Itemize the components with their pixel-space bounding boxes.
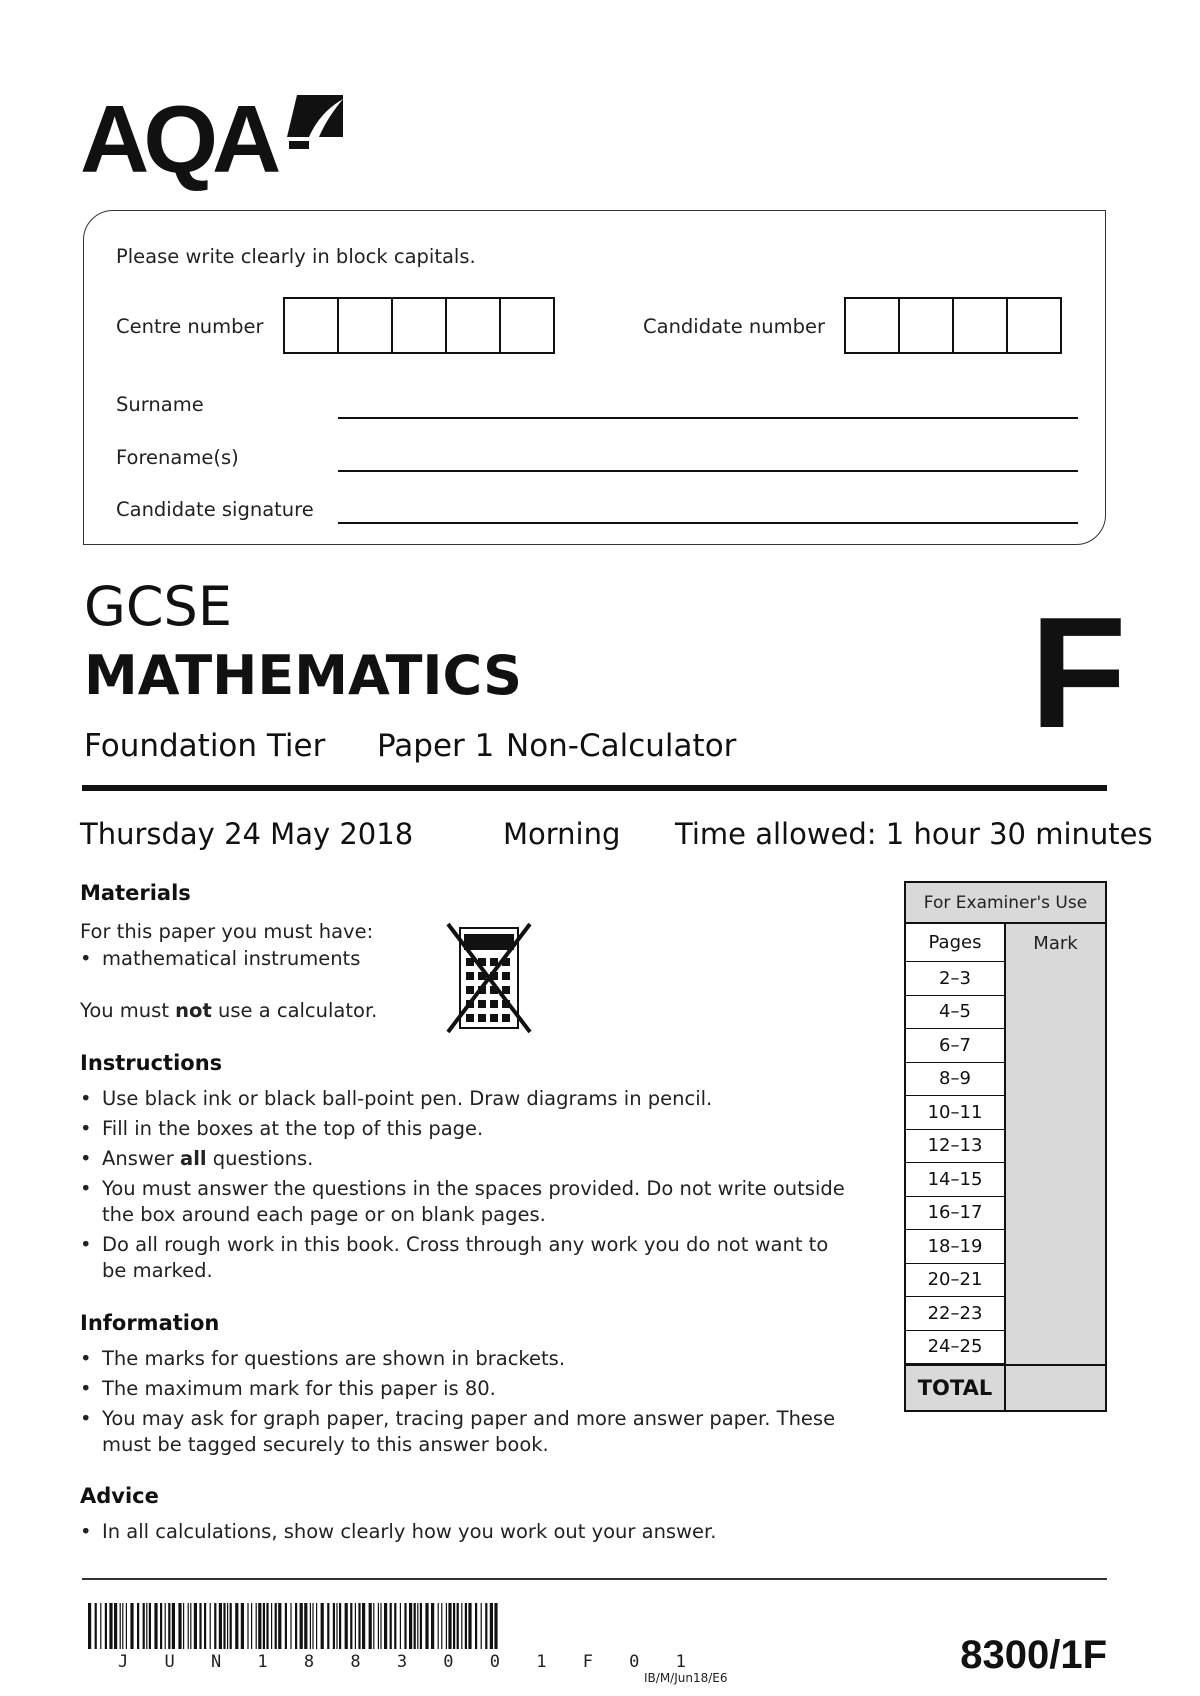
forenames-label: Forename(s)	[116, 446, 239, 469]
aqa-logo	[80, 86, 360, 193]
barcode-bar	[285, 1603, 287, 1649]
barcode-bar	[258, 1603, 261, 1649]
list-item	[80, 1086, 850, 1112]
mark-cell	[1006, 1297, 1105, 1331]
pages-cell: 4–5	[906, 996, 1006, 1030]
mark-cell	[1006, 996, 1105, 1030]
barcode-bar	[204, 1603, 206, 1649]
barcode-bar	[241, 1603, 244, 1649]
barcode-bar	[114, 1603, 117, 1649]
barcode-bar	[219, 1603, 222, 1649]
paper-code: 8300/1F	[960, 1633, 1107, 1677]
barcode-bar	[160, 1603, 162, 1649]
barcode-bar	[438, 1603, 439, 1649]
pages-cell: 6–7	[906, 1029, 1006, 1063]
mark-cell	[1006, 1163, 1105, 1197]
reference-code: IB/M/Jun18/E6	[644, 1671, 728, 1685]
barcode-bar	[448, 1603, 451, 1649]
barcode-bar	[100, 1603, 101, 1649]
list-item: • You may ask for graph paper, tracing paper and more answer paper. These must be tagged securely to this answer book.	[80, 1406, 850, 1458]
table-row	[906, 1264, 1105, 1298]
barcode-bar	[380, 1603, 381, 1649]
barcode-bar	[400, 1603, 401, 1649]
barcode-bar	[350, 1603, 352, 1649]
mark-cell	[1006, 1230, 1105, 1264]
mark-cell	[1006, 1331, 1105, 1365]
barcode-bar	[481, 1603, 482, 1649]
tier-label: Foundation Tier	[84, 728, 326, 764]
pages-cell: 20–21	[906, 1264, 1006, 1298]
pages-cell: 8–9	[906, 1063, 1006, 1097]
barcode	[88, 1603, 498, 1649]
barcode-bar	[290, 1603, 291, 1649]
header-rule	[82, 785, 1107, 791]
barcode-bar	[105, 1603, 107, 1649]
mark-cell	[1006, 962, 1105, 996]
list-item-text: Use black ink or black ball-point pen. Draw diagrams in pencil.	[102, 1087, 713, 1110]
barcode-bar	[390, 1603, 392, 1649]
barcode-bar	[88, 1603, 91, 1649]
calculator-notice	[80, 999, 377, 1022]
information-list	[80, 1346, 850, 1462]
barcode-bar	[154, 1603, 157, 1649]
list-item: • In all calculations, show clearly how you work out your answer.	[80, 1519, 850, 1545]
list-item-text: You must answer the questions in the spaces provided. Do not write outside the box around each page or on blank pages.	[102, 1177, 845, 1226]
barcode-bar	[247, 1603, 248, 1649]
centre-number-boxes[interactable]	[283, 297, 555, 354]
pages-cell: 22–23	[906, 1297, 1006, 1331]
barcode-bar	[417, 1603, 418, 1649]
barcode-bar	[172, 1603, 175, 1649]
list-item-emphasis: all	[180, 1147, 207, 1170]
footer-rule	[82, 1578, 1107, 1580]
barcode-bar	[143, 1603, 145, 1649]
instructions-list	[80, 1086, 850, 1288]
paper-label: Paper 1	[377, 728, 495, 764]
barcode-bar	[345, 1603, 348, 1649]
list-item: • mathematical instruments	[80, 946, 410, 972]
table-row	[906, 1197, 1105, 1231]
table-row	[906, 962, 1105, 996]
candidate-digit-box[interactable]	[952, 297, 1008, 354]
leaf-icon	[285, 93, 345, 151]
examiners-use-table	[904, 881, 1107, 1412]
barcode-bar	[394, 1603, 396, 1649]
candidate-digit-box[interactable]	[844, 297, 900, 354]
barcode-bar	[223, 1603, 225, 1649]
table-row	[906, 996, 1105, 1030]
information-heading: Information	[80, 1311, 220, 1335]
table-row	[906, 1063, 1105, 1097]
total-label: TOTAL	[906, 1366, 1006, 1410]
barcode-bar	[227, 1603, 228, 1649]
instructions-heading: Instructions	[80, 1051, 223, 1075]
mark-cell	[1006, 1029, 1105, 1063]
barcode-bar	[256, 1603, 257, 1649]
barcode-bar	[130, 1603, 133, 1649]
barcode-bar	[109, 1603, 112, 1649]
barcode-bar	[214, 1603, 216, 1649]
barcode-bar	[384, 1603, 387, 1649]
barcode-bar	[355, 1603, 356, 1649]
barcode-bar	[333, 1603, 335, 1649]
list-item	[80, 1146, 850, 1172]
pages-cell: 2–3	[906, 962, 1006, 996]
barcode-bar	[316, 1603, 317, 1649]
barcode-bar	[425, 1603, 428, 1649]
barcode-bar	[266, 1603, 268, 1649]
calculator-notice-prefix: You must	[80, 999, 176, 1022]
candidate-digit-box[interactable]	[898, 297, 954, 354]
signature-field[interactable]	[338, 522, 1078, 524]
surname-field[interactable]	[338, 417, 1078, 419]
barcode-bar	[95, 1603, 97, 1649]
pages-cell: 24–25	[906, 1331, 1006, 1365]
list-item	[80, 1232, 850, 1284]
barcode-bar	[414, 1603, 416, 1649]
pages-cell: 12–13	[906, 1130, 1006, 1164]
table-row	[906, 1297, 1105, 1331]
barcode-bar	[235, 1603, 238, 1649]
barcode-bar	[336, 1603, 337, 1649]
pages-cell: 18–19	[906, 1230, 1006, 1264]
mark-cell	[1006, 1130, 1105, 1164]
list-item	[80, 1116, 850, 1142]
barcode-bar	[230, 1603, 232, 1649]
barcode-bar	[409, 1603, 412, 1649]
candidate-digit-box[interactable]	[1006, 297, 1062, 354]
exam-date: Thursday 24 May 2018	[80, 817, 414, 851]
advice-heading: Advice	[80, 1484, 159, 1508]
surname-label: Surname	[116, 393, 204, 416]
barcode-bar	[194, 1603, 197, 1649]
materials-intro: For this paper you must have:	[80, 920, 374, 943]
barcode-bar	[494, 1603, 497, 1649]
table-row	[906, 1163, 1105, 1197]
materials-heading: Materials	[80, 881, 191, 905]
barcode-bar	[490, 1603, 493, 1649]
pages-cell: 10–11	[906, 1096, 1006, 1130]
materials-list	[80, 946, 410, 976]
barcode-bar	[137, 1603, 139, 1649]
barcode-bar	[278, 1603, 281, 1649]
block-capitals-instruction: Please write clearly in block capitals.	[116, 245, 476, 268]
calculator-notice-emphasis: not	[175, 999, 212, 1022]
barcode-bar	[190, 1603, 191, 1649]
barcode-bar	[126, 1603, 127, 1649]
barcode-bar	[263, 1603, 265, 1649]
barcode-bar	[378, 1603, 379, 1649]
barcode-bar	[120, 1603, 121, 1649]
candidate-number-label: Candidate number	[643, 315, 825, 338]
barcode-bar	[271, 1603, 272, 1649]
barcode-bar	[339, 1603, 341, 1649]
barcode-bar	[183, 1603, 184, 1649]
centre-digit-box[interactable]	[445, 297, 501, 354]
barcode-bar	[446, 1603, 447, 1649]
barcode-bar	[146, 1603, 147, 1649]
list-item: • The marks for questions are shown in brackets.	[80, 1346, 850, 1372]
mark-cell	[1006, 1096, 1105, 1130]
mark-cell	[1006, 1264, 1105, 1298]
list-item: • The maximum mark for this paper is 80.	[80, 1376, 850, 1402]
barcode-bar	[149, 1603, 151, 1649]
mark-cell	[1006, 1063, 1105, 1097]
barcode-bar	[468, 1603, 471, 1649]
list-item-text: Answer	[102, 1147, 181, 1170]
signature-label: Candidate signature	[116, 498, 314, 521]
barcode-bar	[321, 1603, 324, 1649]
mark-column-header: Mark	[1006, 924, 1105, 962]
no-calculator-icon	[446, 922, 532, 1034]
mark-cell	[1006, 1197, 1105, 1231]
barcode-bar	[122, 1603, 123, 1649]
barcode-bar	[431, 1603, 434, 1649]
calculator-notice-suffix: use a calculator.	[211, 999, 378, 1022]
list-item-text: Fill in the boxes at the top of this page.	[102, 1117, 484, 1140]
barcode-bar	[327, 1603, 329, 1649]
barcode-bar	[168, 1603, 170, 1649]
table-header-row	[906, 924, 1105, 962]
table-row	[906, 1230, 1105, 1264]
barcode-bar	[300, 1603, 303, 1649]
centre-digit-box[interactable]	[337, 297, 393, 354]
forenames-field[interactable]	[338, 470, 1078, 472]
barcode-bar	[304, 1603, 307, 1649]
centre-number-label: Centre number	[116, 315, 264, 338]
list-item-text: Do all rough work in this book. Cross through any work you do not want to be marked.	[102, 1233, 829, 1282]
barcode-bar	[188, 1603, 189, 1649]
table-row	[906, 1130, 1105, 1164]
barcode-bar	[441, 1603, 442, 1649]
pages-column-header: Pages	[906, 924, 1006, 962]
barcode-bar	[369, 1603, 372, 1649]
barcode-bar	[373, 1603, 374, 1649]
barcode-bar	[461, 1603, 462, 1649]
barcode-bar	[312, 1603, 313, 1649]
centre-digit-box[interactable]	[391, 297, 447, 354]
barcode-bar	[275, 1603, 277, 1649]
table-row	[906, 1096, 1105, 1130]
list-item-text: questions.	[206, 1147, 314, 1170]
total-mark-cell	[1006, 1366, 1105, 1410]
barcode-bar	[295, 1603, 297, 1649]
barcode-bar	[178, 1603, 181, 1649]
barcode-bar	[199, 1603, 201, 1649]
barcode-bar	[310, 1603, 311, 1649]
barcode-bar	[210, 1603, 211, 1649]
list-item	[80, 1176, 850, 1228]
barcode-bar	[465, 1603, 467, 1649]
barcode-bar	[475, 1603, 477, 1649]
subject-title: MATHEMATICS	[84, 644, 523, 707]
barcode-bar	[358, 1603, 360, 1649]
pages-cell: 16–17	[906, 1197, 1006, 1231]
paper-type-label: Non-Calculator	[506, 728, 737, 764]
tier-letter: F	[1030, 585, 1127, 761]
total-row	[906, 1364, 1105, 1410]
examiners-use-title: For Examiner's Use	[906, 883, 1105, 924]
barcode-bar	[420, 1603, 422, 1649]
table-row	[906, 1331, 1105, 1365]
pages-cell: 14–15	[906, 1163, 1006, 1197]
barcode-bar	[362, 1603, 365, 1649]
centre-digit-box[interactable]	[499, 297, 555, 354]
qualification-title: GCSE	[84, 575, 232, 638]
barcode-bar	[453, 1603, 455, 1649]
time-allowed: Time allowed: 1 hour 30 minutes	[675, 817, 1153, 851]
barcode-bar	[165, 1603, 166, 1649]
barcode-bar	[457, 1603, 459, 1649]
centre-digit-box[interactable]	[283, 297, 339, 354]
table-row	[906, 1029, 1105, 1063]
logo-text: AQA	[80, 86, 276, 193]
advice-list	[80, 1519, 850, 1549]
barcode-text: J U N 1 8 8 3 0 0 1 F 0 1	[118, 1652, 699, 1672]
candidate-number-boxes[interactable]	[844, 297, 1062, 354]
barcode-bar	[404, 1603, 406, 1649]
barcode-bar	[251, 1603, 252, 1649]
exam-session: Morning	[503, 817, 621, 851]
barcode-bar	[485, 1603, 487, 1649]
